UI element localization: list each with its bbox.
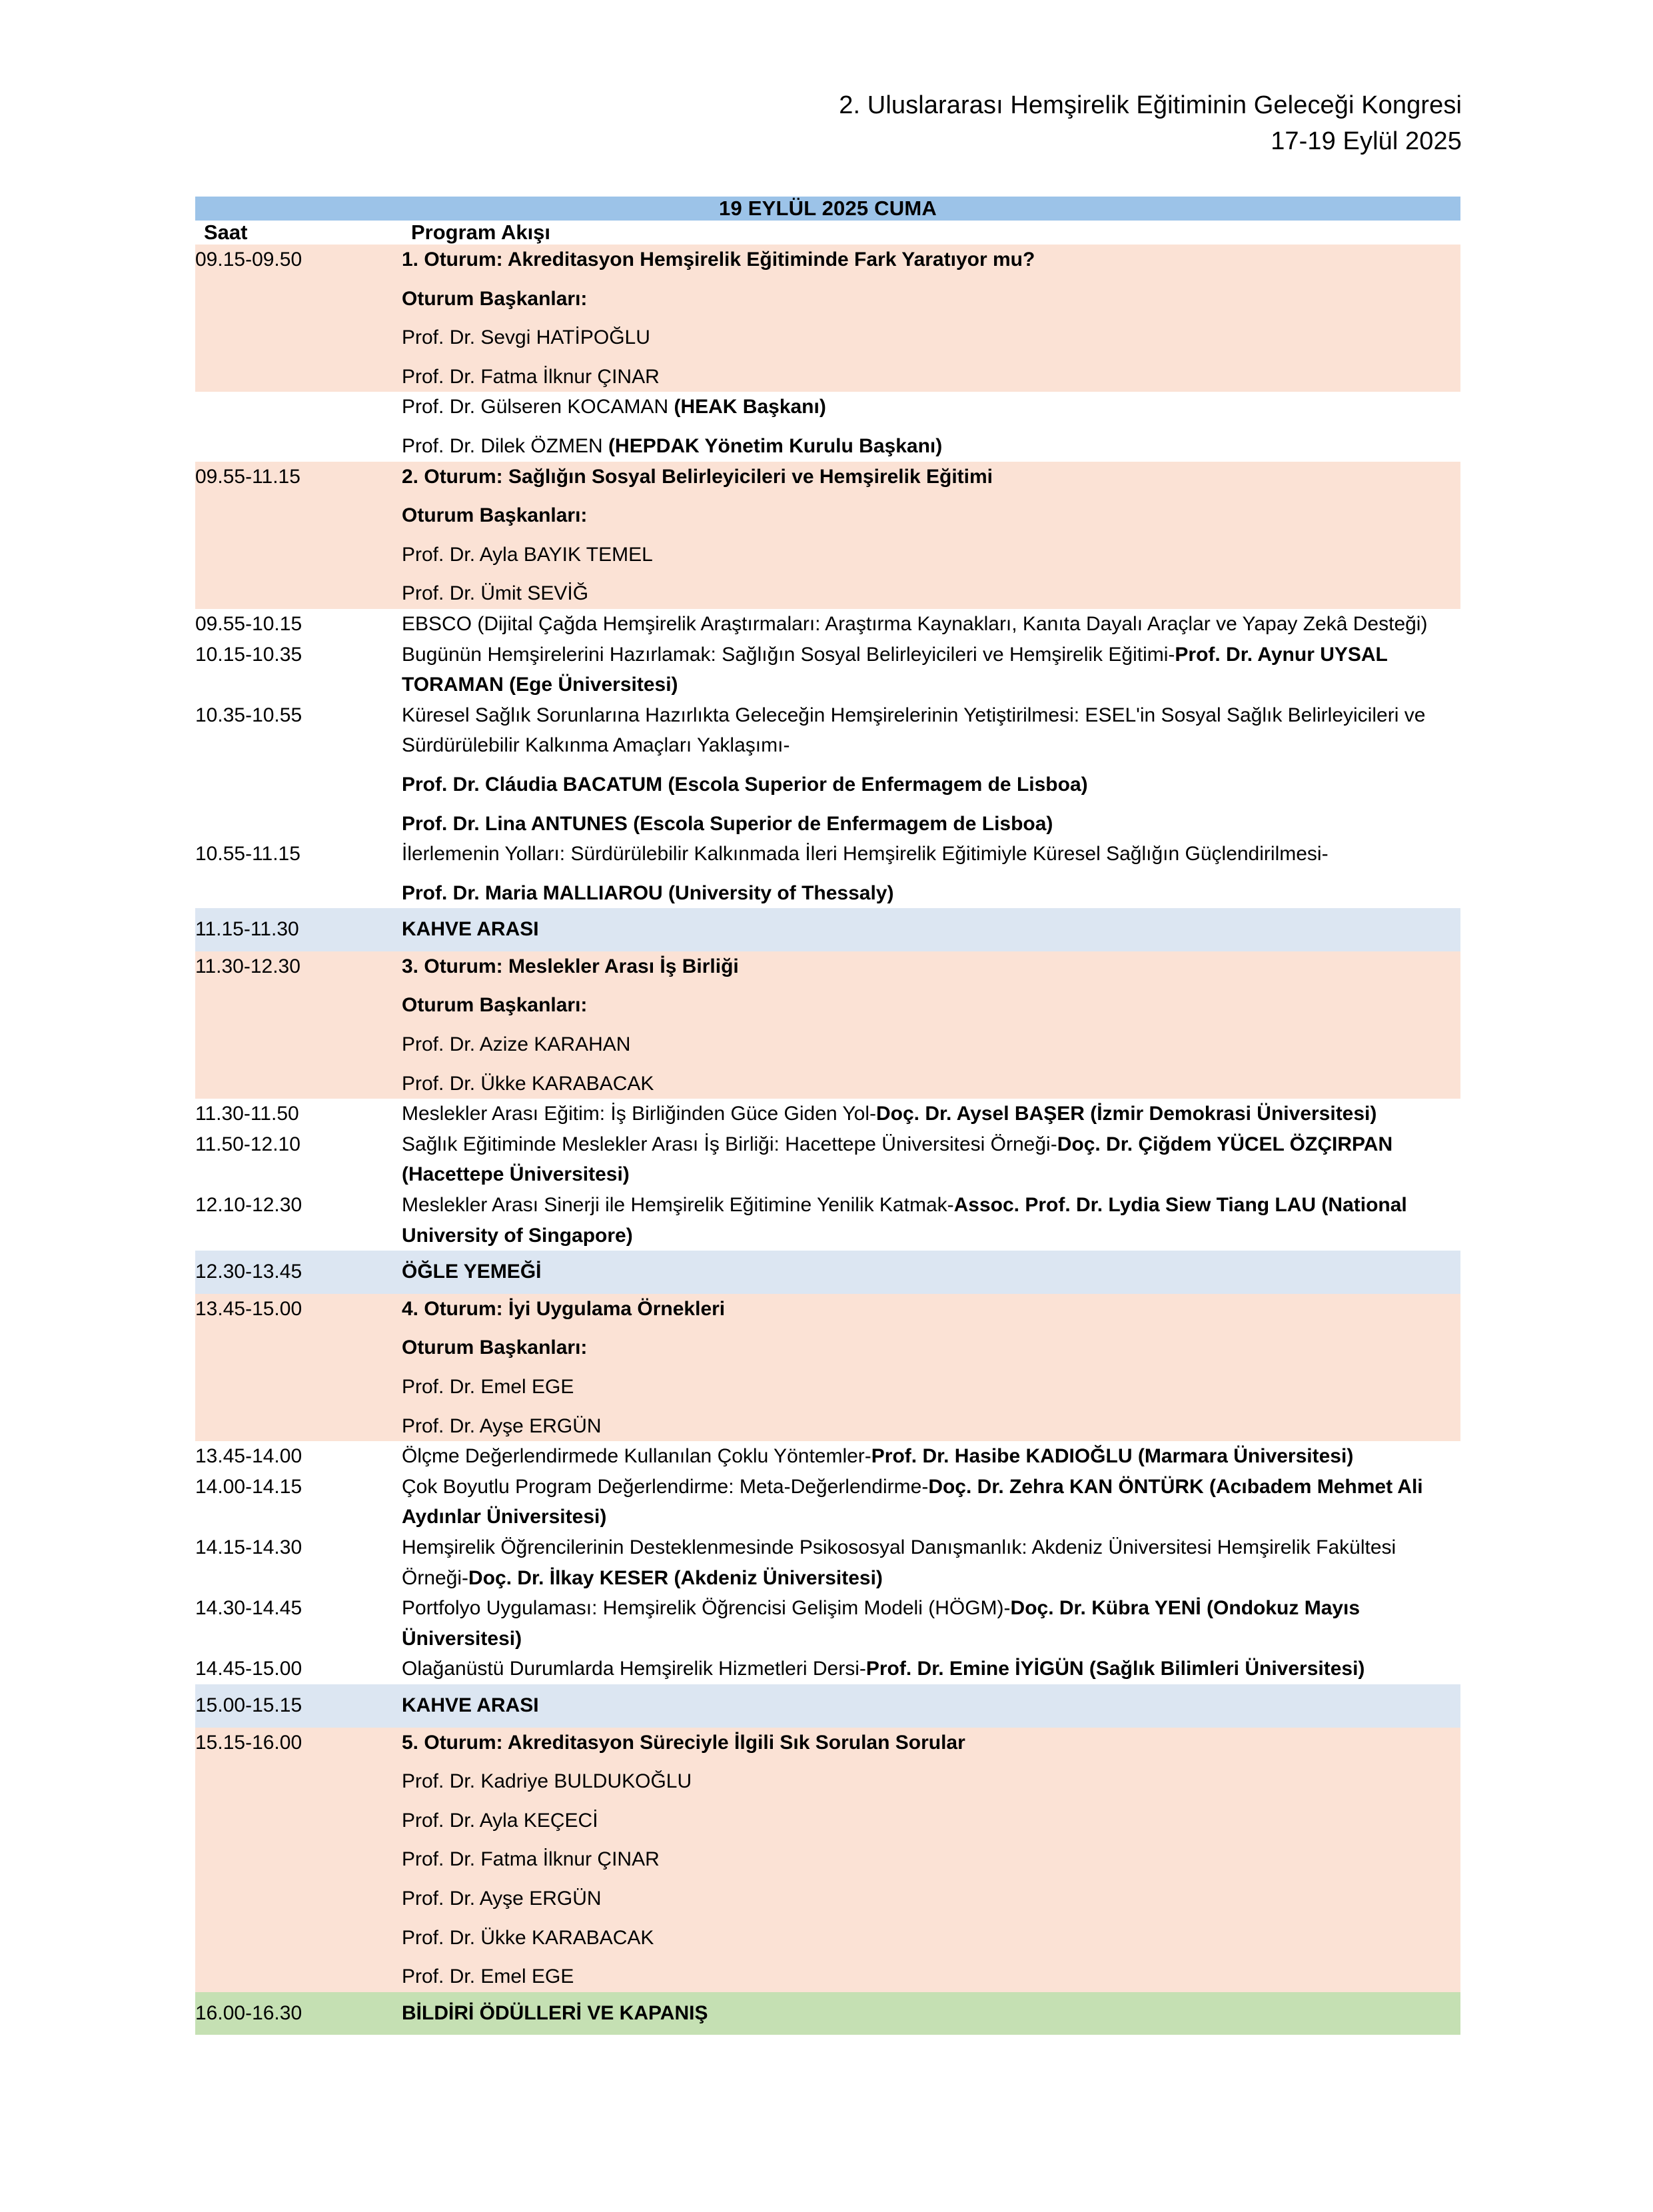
program-line-text: Prof. Dr. Emel EGE [402, 1965, 574, 1988]
program-line [402, 578, 1460, 609]
row-program [402, 700, 1460, 839]
row-time: 14.15-14.30 [195, 1532, 402, 1593]
program-line [402, 245, 1460, 284]
day-banner-row [195, 197, 1460, 221]
program-line [402, 1411, 1460, 1442]
program-line [402, 609, 1460, 640]
program-line [402, 1029, 1460, 1069]
program-line-speaker: Doç. Dr. Aysel BAŞER (İzmir Demokrasi Üniversitesi) [876, 1103, 1377, 1125]
program-line [402, 700, 1460, 770]
program-line-text: 4. Oturum: İyi Uygulama Örnekleri [402, 1297, 726, 1320]
row-time: 15.15-16.00 [195, 1728, 402, 1992]
program-line-text: BİLDİRİ ÖDÜLLERİ VE KAPANIŞ [402, 2001, 708, 2024]
program-line [402, 392, 1460, 431]
program-line [402, 1069, 1460, 1099]
program-line-speaker: (HEAK Başkanı) [674, 396, 826, 418]
row-program [402, 640, 1460, 700]
column-header-program: Program Akışı [411, 221, 551, 244]
row-time: 14.30-14.45 [195, 1593, 402, 1654]
table-row [195, 1593, 1460, 1654]
program-line [402, 362, 1460, 392]
congress-dates: 17-19 Eylül 2025 [1271, 127, 1462, 155]
program-line [402, 1998, 1460, 2029]
row-program [402, 1532, 1460, 1593]
row-program [402, 951, 1460, 1099]
program-line-speaker: Prof. Dr. Emine İYİGÜN (Sağlık Bilimleri Üniversitesi) [865, 1658, 1365, 1680]
row-program [402, 1129, 1460, 1190]
row-program [402, 245, 1460, 392]
program-line-text: Prof. Dr. Fatma İlknur ÇINAR [402, 365, 660, 388]
program-line-speaker: (HEPDAK Yönetim Kurulu Başkanı) [608, 434, 943, 457]
program-line-text: 2. Oturum: Sağlığın Sosyal Belirleyicileri ve Hemşirelik Eğitimi [402, 465, 993, 488]
row-time: 10.55-11.15 [195, 839, 402, 908]
program-line-speaker: Doç. Dr. İlkay KESER (Akdeniz Üniversitesi) [468, 1566, 883, 1589]
column-header-time: Saat [204, 221, 248, 244]
row-time: 16.00-16.30 [195, 1992, 402, 2035]
program-line-text: 1. Oturum: Akreditasyon Hemşirelik Eğitiminde Fark Yaratıyor mu? [402, 249, 1035, 271]
program-line [402, 322, 1460, 362]
row-program [402, 1992, 1460, 2035]
program-line [402, 1472, 1460, 1532]
row-program [402, 1099, 1460, 1129]
program-line [402, 1728, 1460, 1767]
schedule-rows [195, 245, 1460, 2035]
program-line [402, 1806, 1460, 1845]
row-time: 14.45-15.00 [195, 1654, 402, 1684]
program-line-text: Prof. Dr. Ükke KARABACAK [402, 1072, 654, 1095]
row-time: 10.15-10.35 [195, 640, 402, 700]
program-line [402, 839, 1460, 878]
row-program [402, 462, 1460, 609]
congress-title: 2. Uluslararası Hemşirelik Eğitiminin Geleceği Kongresi [839, 91, 1462, 119]
program-line-text: EBSCO (Dijital Çağda Hemşirelik Araştırmaları: Araştırma Kaynakları, Kanıta Dayalı Araçlar ve Yapay Zekâ Desteği) [402, 612, 1428, 635]
row-time: 15.00-15.15 [195, 1684, 402, 1728]
program-line-text: Prof. Dr. Sevgi HATİPOĞLU [402, 326, 650, 349]
program-line-text: 5. Oturum: Akreditasyon Süreciyle İlgili Sık Sorulan Sorular [402, 1731, 965, 1754]
program-line [402, 431, 1460, 462]
row-program [402, 1441, 1460, 1472]
program-line-text: Ölçme Değerlendirmede Kullanılan Çoklu Yöntemler- [402, 1445, 871, 1468]
table-row [195, 1294, 1460, 1441]
program-line [402, 500, 1460, 540]
program-line-text: Prof. Dr. Ayla KEÇECİ [402, 1809, 598, 1832]
table-row [195, 1532, 1460, 1593]
table-row [195, 609, 1460, 640]
table-row [195, 1728, 1460, 1992]
program-line-text: Prof. Dr. Ümit SEVİĞ [402, 582, 589, 605]
day-banner: 19 EYLÜL 2025 CUMA [195, 197, 1460, 221]
row-program [402, 1190, 1460, 1251]
row-time: 12.10-12.30 [195, 1190, 402, 1251]
row-program [402, 1654, 1460, 1684]
table-row [195, 1099, 1460, 1129]
program-line-text: Prof. Dr. Ayşe ERGÜN [402, 1414, 602, 1437]
row-program [402, 839, 1460, 908]
row-time: 12.30-13.45 [195, 1251, 402, 1294]
table-row [195, 1992, 1460, 2035]
program-line-text: Meslekler Arası Eğitim: İş Birliğinden Güce Giden Yol- [402, 1103, 876, 1125]
row-program [402, 1593, 1460, 1654]
program-line-text: Küresel Sağlık Sorunlarına Hazırlıkta Geleceğin Hemşirelerinin Yetiştirilmesi: ESEL'in Sosyal Sağlık Belirleyicileri ve Sürdürülebilir Kalkınma Amaçları Yaklaşımı- [402, 704, 1426, 757]
row-time: 09.55-10.15 [195, 609, 402, 640]
table-row [195, 640, 1460, 700]
program-line-text: Prof. Dr. Ayşe ERGÜN [402, 1887, 602, 1910]
program-line-text: KAHVE ARASI [402, 1694, 539, 1716]
row-program [402, 392, 1460, 461]
program-line-speaker: Doç. Dr. Zehra KAN ÖNTÜRK (Acıbadem Mehmet Ali Aydınlar Üniversitesi) [402, 1475, 1423, 1528]
program-line-text: İlerlemenin Yolları: Sürdürülebilir Kalkınmada İleri Hemşirelik Eğitimiyle Küresel Sağlığın Güçlendirilmesi- [402, 843, 1329, 865]
table-row [195, 1472, 1460, 1532]
program-line-text: Prof. Dr. Lina ANTUNES (Escola Superior de Enfermagem de Lisboa) [402, 812, 1053, 835]
program-line-text: Prof. Dr. Kadriye BULDUKOĞLU [402, 1770, 692, 1793]
schedule-body [195, 197, 1460, 245]
program-line-speaker: Doç. Dr. Kübra YENİ (Ondokuz Mayıs Üniversitesi) [402, 1597, 1361, 1650]
table-row [195, 462, 1460, 609]
program-line [402, 1690, 1460, 1721]
row-program [402, 1251, 1460, 1294]
row-time: 11.15-11.30 [195, 908, 402, 951]
program-line-text: Prof. Dr. Fatma İlknur ÇINAR [402, 1848, 660, 1871]
program-line [402, 1441, 1460, 1472]
program-line [402, 1294, 1460, 1333]
program-line [402, 1593, 1460, 1654]
program-line [402, 990, 1460, 1029]
column-header-row [195, 221, 1460, 245]
row-program [402, 1294, 1460, 1441]
row-time: 11.50-12.10 [195, 1129, 402, 1190]
program-line-text: KAHVE ARASI [402, 918, 539, 941]
row-time [195, 392, 402, 461]
program-line [402, 1129, 1460, 1190]
program-line [402, 1844, 1460, 1884]
program-line-text: 3. Oturum: Meslekler Arası İş Birliği [402, 955, 739, 977]
row-program [402, 1728, 1460, 1992]
program-line [402, 640, 1460, 700]
row-time: 11.30-12.30 [195, 951, 402, 1099]
program-line [402, 1884, 1460, 1923]
row-time: 13.45-15.00 [195, 1294, 402, 1441]
table-row [195, 245, 1460, 392]
program-line [402, 1923, 1460, 1962]
program-line [402, 1333, 1460, 1372]
program-line-text: ÖĞLE YEMEĞİ [402, 1261, 542, 1283]
table-row [195, 1129, 1460, 1190]
row-program [402, 1472, 1460, 1532]
table-row [195, 1654, 1460, 1684]
program-line-text: Bugünün Hemşirelerini Hazırlamak: Sağlığın Sosyal Belirleyicileri ve Hemşirelik Eğitimi- [402, 643, 1175, 666]
table-row [195, 1684, 1460, 1728]
row-time: 13.45-14.00 [195, 1441, 402, 1472]
program-line-speaker: Doç. Dr. Çiğdem YÜCEL ÖZÇIRPAN (Hacettepe Üniversitesi) [402, 1133, 1393, 1186]
program-line [402, 914, 1460, 945]
program-line [402, 951, 1460, 991]
program-line-text: Prof. Dr. Cláudia BACATUM (Escola Superior de Enfermagem de Lisboa) [402, 773, 1088, 796]
program-line [402, 1532, 1460, 1593]
program-line-text: Prof. Dr. Azize KARAHAN [402, 1033, 631, 1056]
program-line-text: Prof. Dr. Emel EGE [402, 1376, 574, 1398]
program-line [402, 1766, 1460, 1806]
row-time: 11.30-11.50 [195, 1099, 402, 1129]
row-time: 14.00-14.15 [195, 1472, 402, 1532]
program-line [402, 1257, 1460, 1287]
program-line [402, 462, 1460, 501]
table-row [195, 392, 1460, 461]
program-line [402, 809, 1460, 839]
program-line-text: Meslekler Arası Sinerji ile Hemşirelik Eğitimine Yenilik Katmak- [402, 1194, 954, 1217]
row-program [402, 908, 1460, 951]
program-line [402, 1654, 1460, 1684]
program-line [402, 1099, 1460, 1129]
row-time: 09.15-09.50 [195, 245, 402, 392]
program-line-speaker: Assoc. Prof. Dr. Lydia Siew Tiang LAU (National University of Singapore) [402, 1194, 1407, 1247]
program-line-text: Prof. Dr. Ükke KARABACAK [402, 1926, 654, 1949]
program-line [402, 284, 1460, 323]
program-line-text: Oturum Başkanları: [402, 1337, 588, 1359]
table-row [195, 839, 1460, 908]
program-line-text: Prof. Dr. Ayla BAYIK TEMEL [402, 543, 653, 566]
program-line-text: Olağanüstü Durumlarda Hemşirelik Hizmetleri Dersi- [402, 1658, 866, 1680]
document-header [0, 88, 1462, 160]
table-row [195, 908, 1460, 951]
program-line [402, 1961, 1460, 1992]
program-line-text: Portfolyo Uygulaması: Hemşirelik Öğrencisi Gelişim Modeli (HÖGM)- [402, 1597, 1011, 1620]
table-row [195, 1190, 1460, 1251]
row-time: 10.35-10.55 [195, 700, 402, 839]
program-line-speaker: Prof. Dr. Aynur UYSAL TORAMAN (Ege Üniversitesi) [402, 643, 1388, 696]
program-line-speaker: Prof. Dr. Hasibe KADIOĞLU (Marmara Üniversitesi) [871, 1445, 1354, 1468]
row-time: 09.55-11.15 [195, 462, 402, 609]
program-line-text: Çok Boyutlu Program Değerlendirme: Meta-Değerlendirme- [402, 1475, 929, 1498]
program-schedule-table [195, 197, 1460, 2035]
program-line-text: Hemşirelik Öğrencilerinin Desteklenmesinde Psikososyal Danışmanlık: Akdeniz Üniversitesi Hemşirelik Fakültesi Örneği- [402, 1536, 1396, 1589]
program-line [402, 770, 1460, 809]
program-line-text: Prof. Dr. Dilek ÖZMEN [402, 434, 609, 457]
program-line-text: Sağlık Eğitiminde Meslekler Arası İş Birliği: Hacettepe Üniversitesi Örneği- [402, 1133, 1057, 1155]
program-line [402, 1372, 1460, 1411]
program-line [402, 540, 1460, 579]
program-line-text: Oturum Başkanları: [402, 287, 588, 310]
program-line-text: Oturum Başkanları: [402, 504, 588, 527]
row-program [402, 1684, 1460, 1728]
program-line [402, 878, 1460, 909]
program-line-text: Prof. Dr. Maria MALLIAROU (University of Thessaly) [402, 881, 894, 904]
program-line-text: Prof. Dr. Gülseren KOCAMAN [402, 396, 674, 418]
table-row [195, 700, 1460, 839]
program-line [402, 1190, 1460, 1251]
program-line-text: Oturum Başkanları: [402, 994, 588, 1017]
table-row [195, 1251, 1460, 1294]
table-row [195, 1441, 1460, 1472]
table-row [195, 951, 1460, 1099]
row-program [402, 609, 1460, 640]
